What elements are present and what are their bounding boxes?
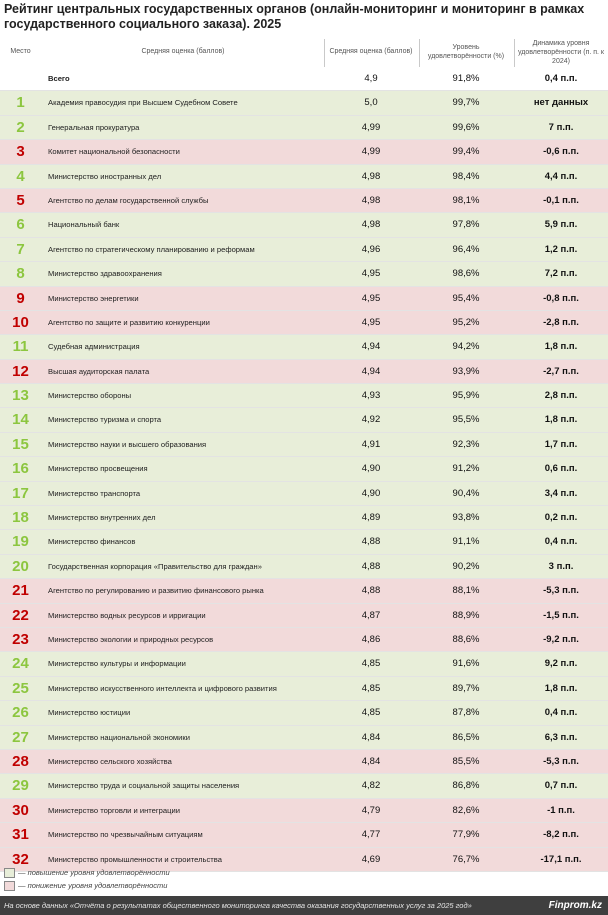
row-satisfaction: 95,4% [452,292,480,304]
table-row [0,652,608,676]
row-score: 4,89 [361,512,381,524]
table-row [0,457,608,481]
row-dynamics: 6,3 п.п. [544,731,578,743]
row-score: 4,92 [361,414,381,426]
table-row [0,701,608,725]
row-rank: 4 [16,167,25,185]
row-rank: 9 [16,289,25,307]
row-satisfaction: 76,7% [452,853,480,865]
row-score: 4,86 [361,633,381,645]
row-rank: 31 [12,826,29,844]
row-score: 4,88 [361,536,381,548]
row-name: Министерство финансов [48,537,136,547]
table-row [0,360,608,384]
row-name: Агентство по защите и развитию конкуренции [48,317,210,327]
table-row [0,823,608,847]
row-score: 4,85 [361,658,381,670]
row-name: Агентство по стратегическому планированию и реформам [48,244,255,254]
row-rank: 13 [12,387,29,405]
row-score: 4,94 [361,365,381,377]
row-satisfaction: 82,6% [452,804,480,816]
row-satisfaction: 91,1% [452,536,480,548]
row-rank: 30 [12,801,29,819]
row-satisfaction: 88,1% [452,585,480,597]
table-row [0,482,608,506]
row-rank: 24 [12,655,29,673]
row-score: 4,98 [361,194,381,206]
row-dynamics: -5,3 п.п. [543,585,579,597]
row-dynamics: 2,8 п.п. [544,390,578,402]
row-score: 4,90 [361,463,381,475]
table-row [0,604,608,628]
row-rank: 11 [12,338,29,356]
row-dynamics: 5,9 п.п. [544,219,578,231]
table-row [0,579,608,603]
row-satisfaction: 90,2% [452,560,480,572]
row-satisfaction: 95,9% [452,390,480,402]
row-score: 4,96 [361,243,381,255]
row-dynamics: -8,2 п.п. [543,829,579,841]
row-dynamics: 1,2 п.п. [544,243,578,255]
row-satisfaction: 89,7% [452,682,480,694]
row-score: 4,79 [361,804,381,816]
row-score: 4,82 [361,780,381,792]
row-score: 4,95 [361,316,381,328]
row-dynamics: -0,1 п.п. [543,194,579,206]
table-body [0,67,608,872]
row-score: 4,85 [361,707,381,719]
row-dynamics: -0,6 п.п. [543,146,579,158]
table-row [0,91,608,115]
row-satisfaction: 91,2% [452,463,480,475]
row-name: Судебная администрация [48,342,140,352]
row-score: 4,95 [361,292,381,304]
row-satisfaction: 95,2% [452,316,480,328]
row-rank: 28 [12,752,29,770]
row-name: Генеральная прокуратура [48,122,140,132]
row-name: Министерство сельского хозяйства [48,756,172,766]
table-row [0,555,608,579]
row-score: 4,85 [361,682,381,694]
row-name: Министерство экологии и природных ресурсов [48,634,214,644]
row-name: Министерство внутренних дел [48,513,156,523]
header-rank: Место [10,48,31,55]
row-name: Министерство культуры и информации [48,659,186,669]
row-score: 4,87 [361,609,381,621]
row-dynamics: -5,3 п.п. [543,755,579,767]
header-dynamics: Динамика уровня удовлетворённости (п. п. к 2024) [517,40,604,65]
row-score: 4,88 [361,560,381,572]
row-dynamics: 0,4 п.п. [544,536,578,548]
row-name: Министерство науки и высшего образования [48,439,207,449]
row-score: 4,9 [364,73,378,84]
row-satisfaction: 88,9% [452,609,480,621]
row-satisfaction: 85,5% [452,755,480,767]
table-row [0,433,608,457]
table-row [0,213,608,237]
row-name: Министерство по чрезвычайным ситуациям [48,830,203,840]
row-satisfaction: 88,6% [452,633,480,645]
row-rank: 27 [12,728,29,746]
row-rank: 10 [12,313,29,331]
row-satisfaction: 91,8% [452,73,480,84]
table-header [0,39,608,67]
table-row [0,628,608,652]
row-score: 5,0 [364,97,378,109]
row-name: Комитет национальной безопасности [48,147,180,157]
row-score: 4,98 [361,170,381,182]
table-row [0,287,608,311]
row-satisfaction: 94,2% [452,341,480,353]
table-row [0,238,608,262]
table-row [0,140,608,164]
row-rank: 2 [16,118,25,136]
row-name: Академия правосудия при Высшем Судебном Совете [48,98,238,108]
legend-down-label: — понижение уровня удовлетворённости [18,881,168,890]
row-dynamics: -9,2 п.п. [543,633,579,645]
row-satisfaction: 93,9% [452,365,480,377]
row-satisfaction: 92,3% [452,438,480,450]
table-row [0,335,608,359]
row-rank: 21 [12,582,29,600]
row-rank: 25 [12,679,29,697]
row-dynamics: нет данных [533,97,589,109]
row-rank: 16 [12,460,29,478]
row-dynamics: 3 п.п. [548,560,574,572]
table-row [0,726,608,750]
row-rank: 15 [12,435,29,453]
row-satisfaction: 90,4% [452,487,480,499]
row-dynamics: 9,2 п.п. [544,658,578,670]
row-name: Министерство иностранных дел [48,171,162,181]
row-dynamics: 7 п.п. [548,121,574,133]
row-rank: 32 [12,850,29,868]
table-row [0,262,608,286]
row-name: Министерство туризма и спорта [48,415,162,425]
row-satisfaction: 97,8% [452,219,480,231]
row-satisfaction: 95,5% [452,414,480,426]
row-score: 4,84 [361,731,381,743]
row-name: Министерство труда и социальной защиты населения [48,781,240,791]
row-satisfaction: 98,1% [452,194,480,206]
row-score: 4,69 [361,853,381,865]
row-rank: 7 [16,240,25,258]
row-dynamics: -1,5 п.п. [543,609,579,621]
row-name: Министерство просвещения [48,464,148,474]
row-satisfaction: 99,4% [452,146,480,158]
row-dynamics: 1,7 п.п. [544,438,578,450]
legend-up-label: — повышение уровня удовлетворённости [18,868,170,877]
row-score: 4,99 [361,146,381,158]
row-rank: 3 [16,143,25,161]
row-dynamics: 7,2 п.п. [544,268,578,280]
row-satisfaction: 86,8% [452,780,480,792]
row-satisfaction: 98,6% [452,268,480,280]
row-dynamics: -0,8 п.п. [543,292,579,304]
table-row [0,189,608,213]
row-satisfaction: 93,8% [452,512,480,524]
row-score: 4,94 [361,341,381,353]
row-name: Высшая аудиторская палата [48,366,150,376]
row-name: Министерство транспорта [48,488,141,498]
table-row [0,384,608,408]
row-score: 4,88 [361,585,381,597]
row-rank: 22 [12,606,29,624]
row-dynamics: 0,4 п.п. [544,707,578,719]
legend-up [4,868,170,878]
row-rank: 6 [16,216,25,234]
table-row [0,750,608,774]
chart-title: Рейтинг центральных государственных органов (онлайн-мониторинг и мониторинг в рамках государственного социального заказа). 2025 [4,2,585,31]
row-dynamics: 0,4 п.п. [544,73,578,84]
header-satisfaction: Уровень удовлетворённости (%) [427,44,505,60]
table-row [0,408,608,432]
row-name: Национальный банк [48,220,120,230]
row-rank: 23 [12,630,29,648]
row-rank: 20 [12,557,29,575]
row-name: Всего [48,74,70,83]
table-row-total [0,67,608,91]
footer-source: На основе данных «Отчёта о результатах общественного мониторинга качества оказания государственных услуг за 2025 год» [4,901,472,910]
row-dynamics: -1 п.п. [547,804,575,816]
row-satisfaction: 77,9% [452,829,480,841]
row-rank: 1 [16,94,25,112]
table-row [0,530,608,554]
table-row [0,799,608,823]
row-satisfaction: 98,4% [452,170,480,182]
row-score: 4,95 [361,268,381,280]
table-row [0,311,608,335]
row-score: 4,91 [361,438,381,450]
row-score: 4,99 [361,121,381,133]
row-satisfaction: 99,6% [452,121,480,133]
row-satisfaction: 99,7% [452,97,480,109]
row-name: Министерство энергетики [48,293,139,303]
row-name: Агентство по регулированию и развитию финансового рынка [48,586,264,596]
row-dynamics: 1,8 п.п. [544,682,578,694]
row-rank: 29 [12,777,29,795]
row-score: 4,98 [361,219,381,231]
row-dynamics: 0,7 п.п. [544,780,578,792]
row-satisfaction: 96,4% [452,243,480,255]
header-score: Средняя оценка (баллов) [329,48,413,55]
row-rank: 5 [16,191,25,209]
row-rank: 17 [12,484,29,502]
brand-logo[interactable]: Finprom.kz [548,900,602,911]
row-score: 4,84 [361,755,381,767]
row-name: Государственная корпорация «Правительство для граждан» [48,561,262,571]
row-dynamics: 3,4 п.п. [544,487,578,499]
row-satisfaction: 91,6% [452,658,480,670]
row-dynamics: -17,1 п.п. [540,853,582,865]
table-row [0,774,608,798]
row-dynamics: 4,4 п.п. [544,170,578,182]
row-name: Министерство промышленности и строительства [48,854,222,864]
row-dynamics: -2,7 п.п. [543,365,579,377]
row-score: 4,90 [361,487,381,499]
row-dynamics: 1,8 п.п. [544,414,578,426]
row-dynamics: 0,2 п.п. [544,512,578,524]
footer-bar [0,896,608,915]
row-name: Министерство национальной экономики [48,732,190,742]
table-row [0,677,608,701]
legend-swatch-up [4,868,15,878]
row-name: Министерство юстиции [48,708,131,718]
row-satisfaction: 86,5% [452,731,480,743]
row-name: Министерство торговли и интеграции [48,805,180,815]
row-name: Министерство здравоохранения [48,269,162,279]
row-rank: 19 [12,533,29,551]
row-dynamics: 1,8 п.п. [544,341,578,353]
row-name: Агентство по делам государственной службы [48,195,209,205]
row-name: Министерство искусственного интеллекта и цифрового развития [48,683,277,693]
row-name: Министерство водных ресурсов и ирригации [48,610,206,620]
row-rank: 26 [12,704,29,722]
row-dynamics: 0,6 п.п. [544,463,578,475]
row-score: 4,93 [361,390,381,402]
table-row [0,506,608,530]
legend-swatch-down [4,881,15,891]
table-row [0,165,608,189]
legend-down [4,881,167,891]
row-rank: 18 [12,509,29,527]
table-row [0,116,608,140]
row-rank: 14 [12,411,29,429]
row-rank: 12 [12,362,29,380]
row-rank: 8 [16,265,25,283]
row-satisfaction: 87,8% [452,707,480,719]
row-dynamics: -2,8 п.п. [543,316,579,328]
header-name: Средняя оценка (баллов) [141,48,225,55]
row-name: Министерство обороны [48,391,132,401]
row-score: 4,77 [361,829,381,841]
